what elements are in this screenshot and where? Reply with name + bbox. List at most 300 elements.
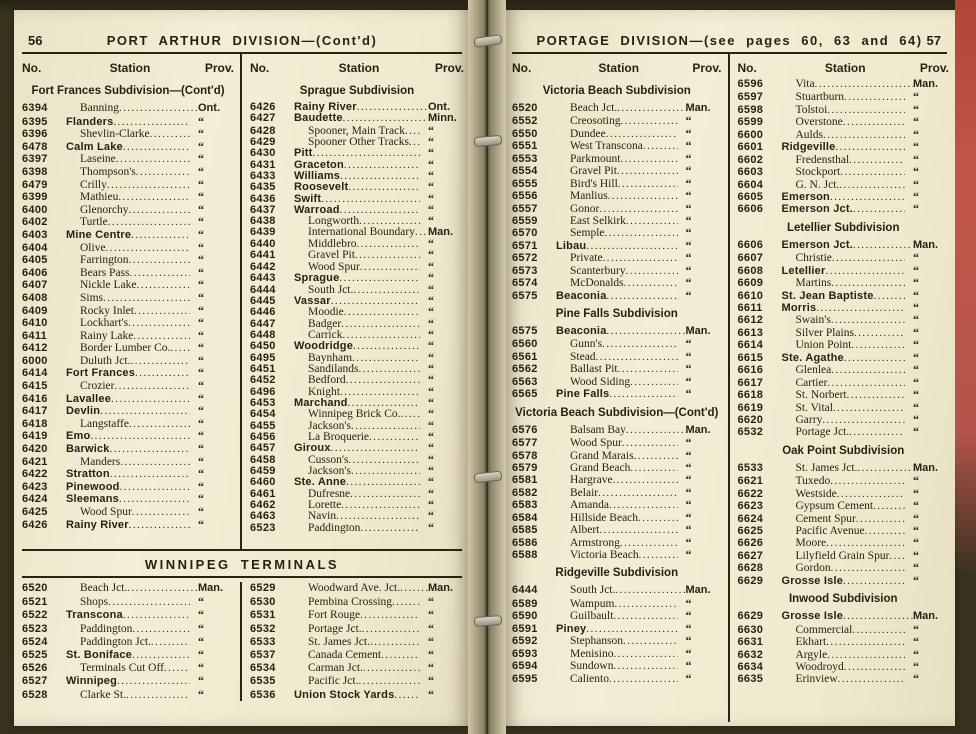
station-name: Beaconia — [556, 325, 607, 337]
station-name: Gordon — [795, 562, 831, 575]
station-name: Mine Centre — [66, 228, 132, 241]
province: Man. — [913, 610, 939, 623]
station-row — [738, 165, 950, 177]
province: “ — [913, 337, 919, 352]
dot-leader — [609, 674, 678, 686]
station-name: Pacific Jct. — [308, 675, 359, 688]
dot-leader — [815, 79, 913, 91]
province: Man. — [913, 78, 939, 90]
page-title-right: PORTAGE DIVISION—(see pages 60, 63 and 64) — [536, 33, 923, 48]
station-name: Manders — [80, 455, 121, 468]
dot-leader — [151, 636, 190, 649]
station-number: 6430 — [250, 147, 276, 160]
station-name: Argyle — [795, 648, 828, 661]
page-number-right: 57 — [926, 33, 941, 48]
station-number: 6630 — [737, 623, 764, 636]
station-number: 6450 — [250, 340, 276, 353]
station-name: Shops — [80, 596, 109, 609]
station-number: 6427 — [250, 112, 276, 125]
station-list — [22, 582, 234, 701]
dot-leader — [123, 609, 190, 622]
dot-leader — [358, 675, 420, 688]
province: “ — [428, 156, 434, 171]
station-name: Creosoting — [570, 115, 621, 128]
station-number: 6423 — [22, 480, 48, 493]
province: “ — [198, 441, 204, 456]
dot-leader — [833, 403, 905, 415]
dot-leader — [360, 262, 420, 273]
station-name: Beach Jct. — [80, 582, 128, 594]
province: “ — [913, 349, 919, 364]
station-number: 6416 — [22, 392, 48, 405]
station-name: Grand Beach — [570, 461, 631, 474]
dot-leader — [130, 268, 190, 281]
station-number: 6533 — [737, 461, 764, 474]
station-table — [14, 54, 470, 549]
dot-leader — [400, 409, 420, 420]
station-number: 6522 — [22, 609, 48, 622]
province: “ — [428, 417, 434, 432]
station-name: Devlin — [66, 405, 101, 418]
province: “ — [198, 302, 204, 317]
dot-leader — [831, 365, 905, 377]
subdivision-heading: Letellier Subdivision — [787, 221, 900, 234]
province: “ — [913, 362, 919, 377]
subdivision-heading: Ridgeville Subdivision — [555, 567, 679, 580]
station-number: 6403 — [22, 228, 48, 241]
station-number: 6446 — [250, 306, 276, 319]
station-row — [738, 115, 950, 127]
dot-leader — [342, 330, 420, 341]
station-number: 6444 — [512, 584, 538, 597]
station-number: 6537 — [250, 648, 276, 661]
station-name: Lorette — [308, 499, 342, 512]
province: “ — [913, 250, 919, 265]
station-name: Shevlin-Clarke — [80, 128, 150, 141]
province: “ — [913, 399, 919, 414]
station-name: Beaconia — [556, 289, 607, 302]
station-name: Sims — [80, 291, 104, 304]
station-name: Garry — [795, 413, 823, 426]
province: “ — [428, 122, 434, 137]
station-name: Stuartburn — [795, 91, 845, 104]
province: “ — [198, 491, 204, 506]
province: “ — [198, 277, 204, 292]
station-name: Martins — [795, 277, 832, 290]
station-number: 6532 — [250, 622, 276, 635]
station-number: 6531 — [250, 609, 276, 622]
subdivision-heading: Victoria Beach Subdivision — [542, 85, 691, 97]
station-number: 6557 — [512, 202, 538, 215]
dot-leader — [851, 340, 905, 352]
station-number: 6435 — [250, 181, 276, 194]
station-name: Cement Spur — [795, 512, 856, 525]
province: “ — [428, 428, 434, 443]
station-number: 6598 — [737, 103, 764, 116]
station-name: Grand Marais — [570, 449, 634, 462]
station-name: Roosevelt — [294, 181, 349, 194]
station-number: 6436 — [250, 192, 276, 205]
station-number: 6451 — [250, 362, 276, 375]
station-number: 6617 — [737, 376, 764, 389]
station-number: 6520 — [512, 102, 538, 114]
station-number: 6527 — [22, 675, 48, 688]
station-name: Union Point — [795, 339, 852, 352]
station-number: 6631 — [737, 636, 764, 649]
province: “ — [685, 150, 692, 165]
station-name: Longworth — [308, 215, 360, 228]
col-header-station: Station — [598, 61, 640, 75]
station-row — [22, 190, 234, 203]
station-name: St. Boniface — [66, 648, 132, 661]
column-headers — [22, 54, 234, 78]
station-number: 6425 — [22, 506, 48, 518]
station-number: 6627 — [737, 549, 764, 562]
station-name: Guilbault — [570, 610, 614, 623]
station-number: 6585 — [512, 524, 538, 537]
station-name: Sundown — [570, 660, 614, 673]
column-headers — [738, 54, 950, 78]
station-name: Wood Spur — [80, 506, 132, 518]
station-name: Emerson Jct. — [781, 203, 853, 216]
station-row — [512, 251, 722, 263]
dot-leader — [617, 166, 678, 178]
station-number: 6526 — [22, 662, 48, 675]
station-row — [22, 316, 234, 329]
station-row — [512, 436, 722, 448]
station-number: 6615 — [737, 351, 764, 364]
dot-leader — [360, 523, 420, 534]
province: “ — [913, 572, 919, 587]
dot-leader — [344, 160, 420, 171]
dot-leader — [624, 278, 678, 290]
station-number: 6572 — [512, 252, 538, 265]
dot-leader — [341, 319, 420, 330]
dot-leader — [873, 501, 905, 513]
station-name: St. James Jct. — [795, 461, 858, 474]
station-number: 6426 — [250, 101, 276, 113]
station-name: Lockhart's — [80, 317, 129, 330]
station-number: 6634 — [737, 660, 764, 673]
province: “ — [428, 440, 434, 455]
dot-leader — [630, 377, 677, 389]
dot-leader — [360, 609, 420, 622]
station-name: Beach Jct. — [570, 102, 618, 114]
province: “ — [685, 459, 692, 474]
station-row — [22, 674, 234, 687]
station-row — [22, 505, 234, 518]
dot-leader — [346, 477, 420, 488]
dot-leader — [120, 457, 190, 470]
dot-leader — [847, 390, 905, 402]
dot-leader — [613, 661, 677, 673]
station-name: Scanterbury — [570, 264, 626, 277]
station-number: 6520 — [22, 582, 48, 594]
province: “ — [198, 673, 204, 688]
station-number: 6411 — [22, 329, 48, 342]
station-row — [512, 276, 722, 288]
province: “ — [685, 275, 692, 290]
station-number: 6431 — [250, 158, 276, 171]
province: “ — [428, 485, 434, 500]
station-name: Vassar — [294, 294, 331, 307]
station-list — [738, 78, 950, 685]
station-name: Williams — [294, 170, 341, 183]
dot-leader — [400, 582, 428, 595]
province: “ — [913, 485, 919, 500]
province: Man. — [685, 325, 711, 337]
staple-icon — [474, 471, 503, 484]
province: “ — [913, 324, 919, 339]
station-number: 6424 — [22, 493, 48, 506]
station-name: Navin — [308, 510, 337, 523]
station-name: Semple — [570, 227, 605, 240]
province: “ — [428, 620, 434, 635]
station-name: Tuxedo — [795, 475, 831, 488]
station-name: Jackson's — [308, 419, 351, 432]
dot-leader — [392, 596, 420, 609]
station-number: 6440 — [250, 238, 276, 251]
province: “ — [198, 163, 204, 178]
station-number: 6460 — [250, 476, 276, 489]
province: “ — [428, 372, 434, 387]
dot-leader — [107, 180, 190, 193]
station-name: South Jct. — [308, 283, 354, 296]
station-name: Baynham — [308, 351, 353, 364]
station-number: 6600 — [737, 128, 764, 141]
page-number-left: 56 — [28, 33, 43, 48]
dot-leader — [108, 596, 190, 609]
province: “ — [913, 201, 919, 216]
station-number: 6418 — [22, 417, 48, 430]
station-number: 6410 — [22, 317, 48, 330]
dot-leader — [164, 662, 190, 675]
province: “ — [685, 472, 692, 487]
station-name: Fredensthal — [795, 153, 850, 166]
station-number: 6394 — [22, 102, 48, 114]
station-number: 6458 — [250, 453, 276, 466]
dot-leader — [830, 476, 905, 488]
province: “ — [198, 466, 204, 481]
station-number: 6415 — [22, 380, 48, 393]
station-name: Terminals Cut Off — [80, 662, 164, 675]
station-number: 6620 — [737, 413, 764, 426]
province: “ — [913, 300, 919, 314]
station-number: 6583 — [512, 499, 538, 512]
province: “ — [198, 201, 204, 216]
station-number: 6605 — [737, 190, 764, 203]
station-name: Dundee — [570, 127, 606, 140]
province: “ — [198, 352, 204, 367]
province: “ — [913, 312, 919, 327]
station-number: 6613 — [737, 326, 764, 339]
station-number: 6463 — [250, 510, 276, 523]
station-number: 6439 — [250, 225, 276, 238]
station-name: Marchand — [294, 396, 348, 409]
station-number: 6603 — [737, 166, 764, 179]
province: “ — [198, 126, 204, 141]
station-row — [22, 228, 234, 241]
station-row — [250, 519, 464, 534]
province: “ — [913, 547, 919, 562]
terminals-column-1 — [14, 582, 242, 701]
province: “ — [198, 594, 204, 609]
dot-leader — [331, 443, 420, 454]
province: “ — [685, 225, 692, 240]
station-name: Moodie — [308, 306, 344, 319]
station-name: Sleemans — [66, 493, 119, 506]
station-number: 6612 — [737, 314, 764, 327]
dot-leader — [415, 227, 428, 238]
station-name: Overstone — [795, 116, 843, 129]
dot-leader — [605, 228, 678, 240]
station-name: Ballast Pit — [570, 363, 618, 376]
station-name: Albert — [570, 524, 600, 537]
station-name: Morris — [781, 302, 817, 314]
station-list — [512, 85, 722, 684]
province: “ — [198, 289, 204, 304]
station-number: 6570 — [512, 227, 538, 240]
station-name: Aulds — [795, 128, 823, 141]
dot-leader — [381, 649, 420, 662]
station-row — [22, 467, 234, 480]
dot-leader — [617, 103, 685, 115]
station-name: Canada Cement — [308, 648, 382, 661]
station-number: 6581 — [512, 474, 538, 487]
province: “ — [198, 504, 204, 518]
province: “ — [685, 497, 692, 512]
dot-leader — [150, 129, 190, 142]
province: “ — [198, 365, 204, 380]
station-number: 6588 — [512, 549, 538, 561]
station-name: St. Jean Baptiste — [781, 289, 874, 302]
province: “ — [428, 474, 434, 489]
dot-leader — [865, 526, 905, 538]
station-number: 6593 — [512, 647, 538, 660]
station-number: 6553 — [512, 152, 538, 165]
col-header-no: No. — [250, 61, 270, 75]
station-name: Wood Spur — [570, 437, 622, 450]
station-name: Transcona — [66, 609, 123, 622]
dot-leader — [358, 364, 420, 375]
dot-leader — [826, 637, 905, 649]
station-row — [250, 635, 464, 648]
station-row — [738, 561, 950, 573]
station-name: Fort Frances — [66, 367, 136, 380]
province: Ont. — [198, 102, 220, 114]
station-number: 6405 — [22, 254, 48, 267]
station-name: Langstaffe — [80, 417, 129, 430]
province: “ — [685, 435, 692, 450]
station-name: Bears Pass — [80, 266, 130, 279]
dot-leader — [370, 636, 420, 649]
station-name: Ridgeville — [781, 141, 836, 154]
station-name: Dufresne — [308, 487, 351, 500]
station-row — [22, 518, 234, 531]
dot-leader — [350, 489, 420, 500]
station-number: 6604 — [737, 178, 764, 191]
dot-leader — [110, 444, 190, 457]
station-number: 6399 — [22, 191, 48, 204]
column-letellier — [730, 54, 956, 722]
subdivision-heading: Pine Falls Subdivision — [555, 308, 678, 320]
station-name: Letellier — [781, 264, 826, 277]
province: “ — [428, 179, 434, 194]
gutter-binding — [468, 0, 506, 734]
station-number: 6591 — [512, 622, 538, 635]
dot-leader — [132, 507, 190, 520]
station-number: 6608 — [737, 264, 764, 277]
dot-leader — [132, 649, 190, 662]
province: “ — [198, 607, 204, 622]
province: “ — [198, 264, 204, 279]
station-row — [738, 574, 950, 586]
station-name: Ste. Agathe — [781, 351, 844, 364]
province: “ — [913, 671, 919, 686]
dot-leader — [353, 285, 420, 296]
station-row — [738, 363, 950, 375]
station-name: Paddington Jct. — [80, 635, 151, 648]
station-number: 6412 — [22, 342, 48, 355]
province: “ — [198, 403, 204, 418]
dot-leader — [343, 113, 428, 124]
station-name: Caliento — [570, 672, 609, 685]
station-number: 6523 — [22, 622, 48, 635]
province: “ — [913, 164, 919, 179]
station-number: 6597 — [737, 91, 764, 104]
province: “ — [428, 406, 434, 421]
staple-icon — [474, 135, 503, 147]
station-row — [512, 659, 722, 671]
station-number: 6000 — [22, 354, 48, 367]
province: Man. — [913, 238, 939, 251]
station-number: 6575 — [512, 289, 538, 302]
province: “ — [428, 673, 434, 688]
station-row — [738, 276, 950, 288]
dot-leader — [394, 689, 420, 701]
station-name: Commercial — [795, 623, 853, 636]
station-name: West Transcona — [570, 140, 643, 153]
station-name: Balsam Bay — [570, 423, 626, 436]
dot-leader — [613, 475, 678, 487]
dot-leader — [129, 520, 190, 533]
province: “ — [198, 478, 204, 493]
station-number: 6443 — [250, 272, 276, 285]
province: “ — [198, 252, 204, 267]
dot-leader — [620, 116, 677, 128]
station-row — [512, 672, 722, 684]
station-name: Stratton — [66, 468, 110, 481]
station-name: Graceton — [294, 158, 344, 171]
province: “ — [913, 658, 919, 673]
province: “ — [913, 560, 919, 575]
station-number: 6402 — [22, 216, 48, 229]
province: “ — [198, 327, 204, 342]
station-row — [738, 474, 950, 486]
station-row — [512, 548, 722, 560]
province: “ — [685, 212, 692, 227]
station-number: 6448 — [250, 328, 276, 341]
province: “ — [913, 535, 919, 550]
dot-leader — [634, 451, 678, 463]
dot-leader — [840, 167, 905, 179]
dot-leader — [849, 427, 905, 439]
col-header-no: No. — [22, 61, 42, 75]
province: Man. — [685, 423, 711, 436]
dot-leader — [839, 180, 905, 192]
station-number: 6523 — [250, 521, 276, 534]
station-name: Gravel Pit — [308, 249, 355, 262]
